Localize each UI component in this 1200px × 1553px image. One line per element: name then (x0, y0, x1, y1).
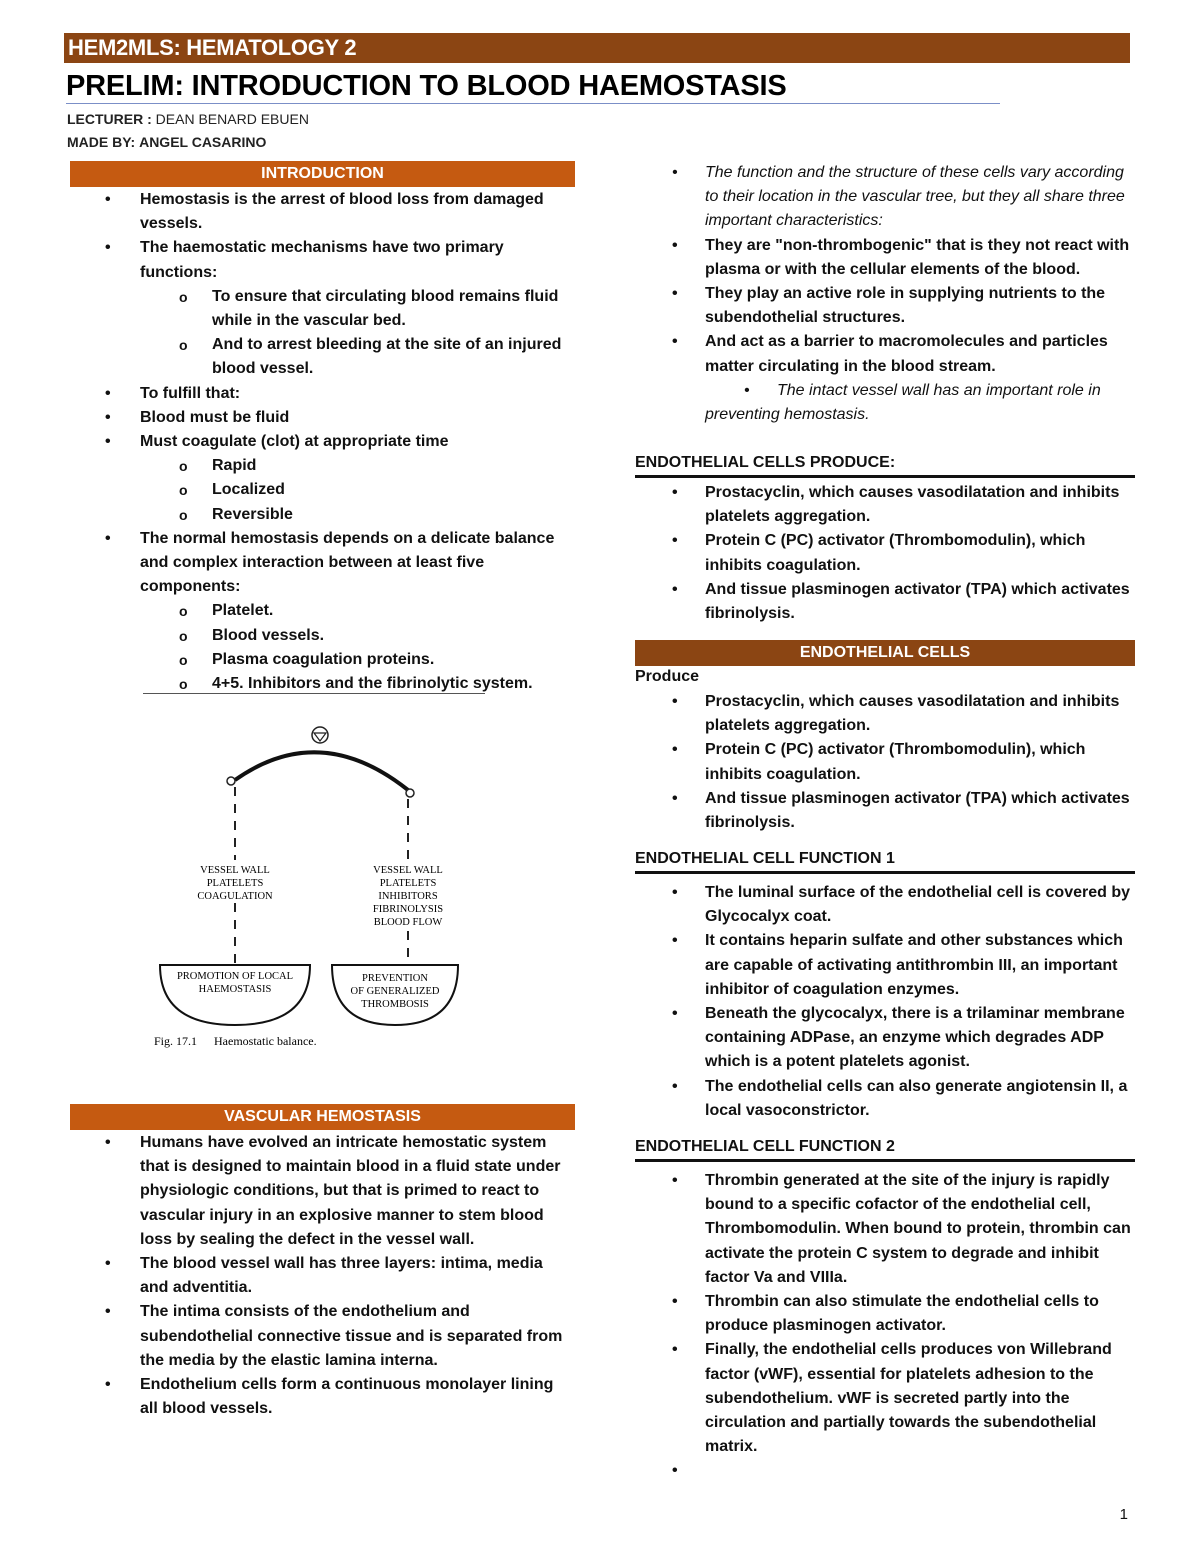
list-subitem: o Platelet. (70, 599, 575, 623)
right-bowl-label-3: THROMBOSIS (361, 999, 429, 1010)
list-item (635, 1459, 1135, 1483)
section-rule (635, 475, 1135, 478)
cell-characteristics-section (635, 161, 1135, 427)
list-item: • Protein C (PC) activator (Thrombomodulin), which inhibits coagulation. (635, 738, 1135, 786)
list-item: • Prostacyclin, which causes vasodilatation and inhibits platelets aggregation. (635, 481, 1135, 529)
lecturer-label: LECTURER : (67, 111, 152, 127)
beam-hook-left (227, 777, 235, 785)
introduction-heading: INTRODUCTION (70, 161, 575, 187)
endothelial-produce-label: ENDOTHELIAL CELLS PRODUCE: (635, 454, 896, 471)
list-item: • And tissue plasminogen activator (TPA) which activates fibrinolysis. (635, 787, 1135, 835)
list-item: • Protein C (PC) activator (Thrombomodulin), which inhibits coagulation. (635, 529, 1135, 577)
list-subitem: o Blood vessels. (70, 624, 575, 648)
list-item: • The endothelial cells can also generate angiotensin II, a local vasoconstrictor. (635, 1075, 1135, 1123)
figure-caption-text: Haemostatic balance. (214, 1034, 317, 1048)
left-label-3: COAGULATION (197, 891, 273, 902)
function-1-label: ENDOTHELIAL CELL FUNCTION 1 (635, 850, 895, 867)
list-item: • Thrombin can also stimulate the endothelial cells to produce plasminogen activator. (635, 1290, 1135, 1338)
made-by-name: ANGEL CASARINO (139, 134, 267, 150)
list-item: • Blood must be fluid (70, 406, 575, 430)
list-subitem: o And to arrest bleeding at the site of an injured blood vessel. (70, 333, 575, 381)
list-subitem: o 4+5. Inhibitors and the fibrinolytic system. (70, 672, 575, 696)
right-label-5: BLOOD FLOW (373, 917, 443, 928)
list-item: • They play an active role in supplying nutrients to the subendothelial structures. (635, 282, 1135, 330)
list-item: • It contains heparin sulfate and other substances which are capable of activating antithrombin III, an important inhibitor of coagulation enzymes. (635, 929, 1135, 1002)
right-label-4: FIBRINOLYSIS (372, 904, 444, 915)
list-item: • Finally, the endothelial cells produces von Willebrand factor (vWF), essential for platelets adhesion to the subendothelium. vWF is secreted partly into the circulation and partially towards the subendothelial matrix. (635, 1338, 1135, 1459)
function-2-label: ENDOTHELIAL CELL FUNCTION 2 (635, 1138, 895, 1155)
left-bowl-label-2: HAEMOSTASIS (198, 984, 272, 995)
list-item: • Hemostasis is the arrest of blood loss from damaged vessels. (70, 188, 575, 236)
right-label-3: INHIBITORS (378, 891, 438, 902)
list-item: • Endothelium cells form a continuous monolayer lining all blood vessels. (70, 1373, 575, 1421)
right-bowl-label-1: PREVENTION (362, 973, 428, 984)
endothelial-produce-section (635, 481, 1135, 626)
list-item: • And tissue plasminogen activator (TPA) which activates fibrinolysis. (635, 578, 1135, 626)
list-item: • The normal hemostasis depends on a delicate balance and complex interaction between at least five components: (70, 527, 575, 600)
list-item: • Thrombin generated at the site of the injury is rapidly bound to a specific cofactor of the endothelial cell, Thrombomodulin. When bound to protein, thrombin can activate the protein C system to degrade and inhibit factor Va and VIIIa. (635, 1169, 1135, 1290)
beam-hook-right (406, 789, 414, 797)
endothelial-cells-heading: ENDOTHELIAL CELLS (635, 640, 1135, 666)
title-underline (66, 103, 1000, 104)
left-bowl-label-1: PROMOTION OF LOCAL (176, 971, 294, 982)
list-item: • And act as a barrier to macromolecules and particles matter circulating in the blood stream. (635, 330, 1135, 378)
section-rule (635, 871, 1135, 874)
list-item: • The luminal surface of the endothelial cell is covered by Glycocalyx coat. (635, 881, 1135, 929)
endothelial-cells-section (635, 690, 1135, 835)
vascular-hemostasis-heading: VASCULAR HEMOSTASIS (70, 1104, 575, 1130)
list-subitem: o Plasma coagulation proteins. (70, 648, 575, 672)
list-item: • The intima consists of the endothelium and subendothelial connective tissue and is separated from the media by the elastic lamina interna. (70, 1300, 575, 1373)
left-label-1: VESSEL WALL (200, 865, 270, 876)
lecturer-line (67, 111, 309, 127)
figure-caption-number: Fig. 17.1 (154, 1034, 198, 1048)
list-item: • The intact vessel wall has an important role in preventing hemostasis. (635, 379, 1135, 427)
function-1-section (635, 881, 1135, 1123)
course-banner: HEM2MLS: HEMATOLOGY 2 (64, 33, 1130, 63)
list-subitem: o Localized (70, 478, 575, 502)
haemostatic-balance-figure (150, 725, 460, 1055)
right-label-2: PLATELETS (379, 878, 437, 889)
figure-divider (143, 693, 485, 694)
list-item: • The blood vessel wall has three layers: intima, media and adventitia. (70, 1252, 575, 1300)
list-subitem: o To ensure that circulating blood remains fluid while in the vascular bed. (70, 285, 575, 333)
lecturer-name: DEAN BENARD EBUEN (155, 111, 309, 127)
produce-label: Produce (635, 668, 700, 685)
list-subitem: o Rapid (70, 454, 575, 478)
section-rule (635, 1159, 1135, 1162)
list-item: • The function and the structure of these cells vary according to their location in the vascular tree, but they all share three important characteristics: (635, 161, 1135, 234)
list-item: • Humans have evolved an intricate hemostatic system that is designed to maintain blood in a fluid state under physiologic conditions, but that is primed to react to vascular injury in an explosive manner to stem blood loss by sealing the defect in the vessel wall. (70, 1131, 575, 1252)
introduction-section (70, 188, 575, 696)
list-item: • The haemostatic mechanisms have two primary functions: (70, 236, 575, 284)
list-item: • They are "non-thrombogenic" that is they not react with plasma or with the cellular elements of the blood. (635, 234, 1135, 282)
list-item: • Prostacyclin, which causes vasodilatation and inhibits platelets aggregation. (635, 690, 1135, 738)
balance-beam (235, 752, 408, 790)
page-title: PRELIM: INTRODUCTION TO BLOOD HAEMOSTASIS (66, 70, 787, 102)
made-by-line (67, 134, 266, 150)
page-number: 1 (1119, 1506, 1128, 1523)
left-label-2: PLATELETS (206, 878, 264, 889)
right-label-1: VESSEL WALL (373, 865, 443, 876)
made-by-label: MADE BY: (67, 134, 136, 150)
list-item: • Must coagulate (clot) at appropriate time (70, 430, 575, 454)
function-2-section (635, 1169, 1135, 1483)
list-item: • Beneath the glycocalyx, there is a trilaminar membrane containing ADPase, an enzyme which degrades ADP which is a potent platelets agonist. (635, 1002, 1135, 1075)
vascular-section (70, 1131, 575, 1421)
right-bowl-label-2: OF GENERALIZED (350, 986, 440, 997)
list-subitem: o Reversible (70, 503, 575, 527)
pivot-triangle-icon (314, 733, 326, 741)
list-item: • To fulfill that: (70, 382, 575, 406)
